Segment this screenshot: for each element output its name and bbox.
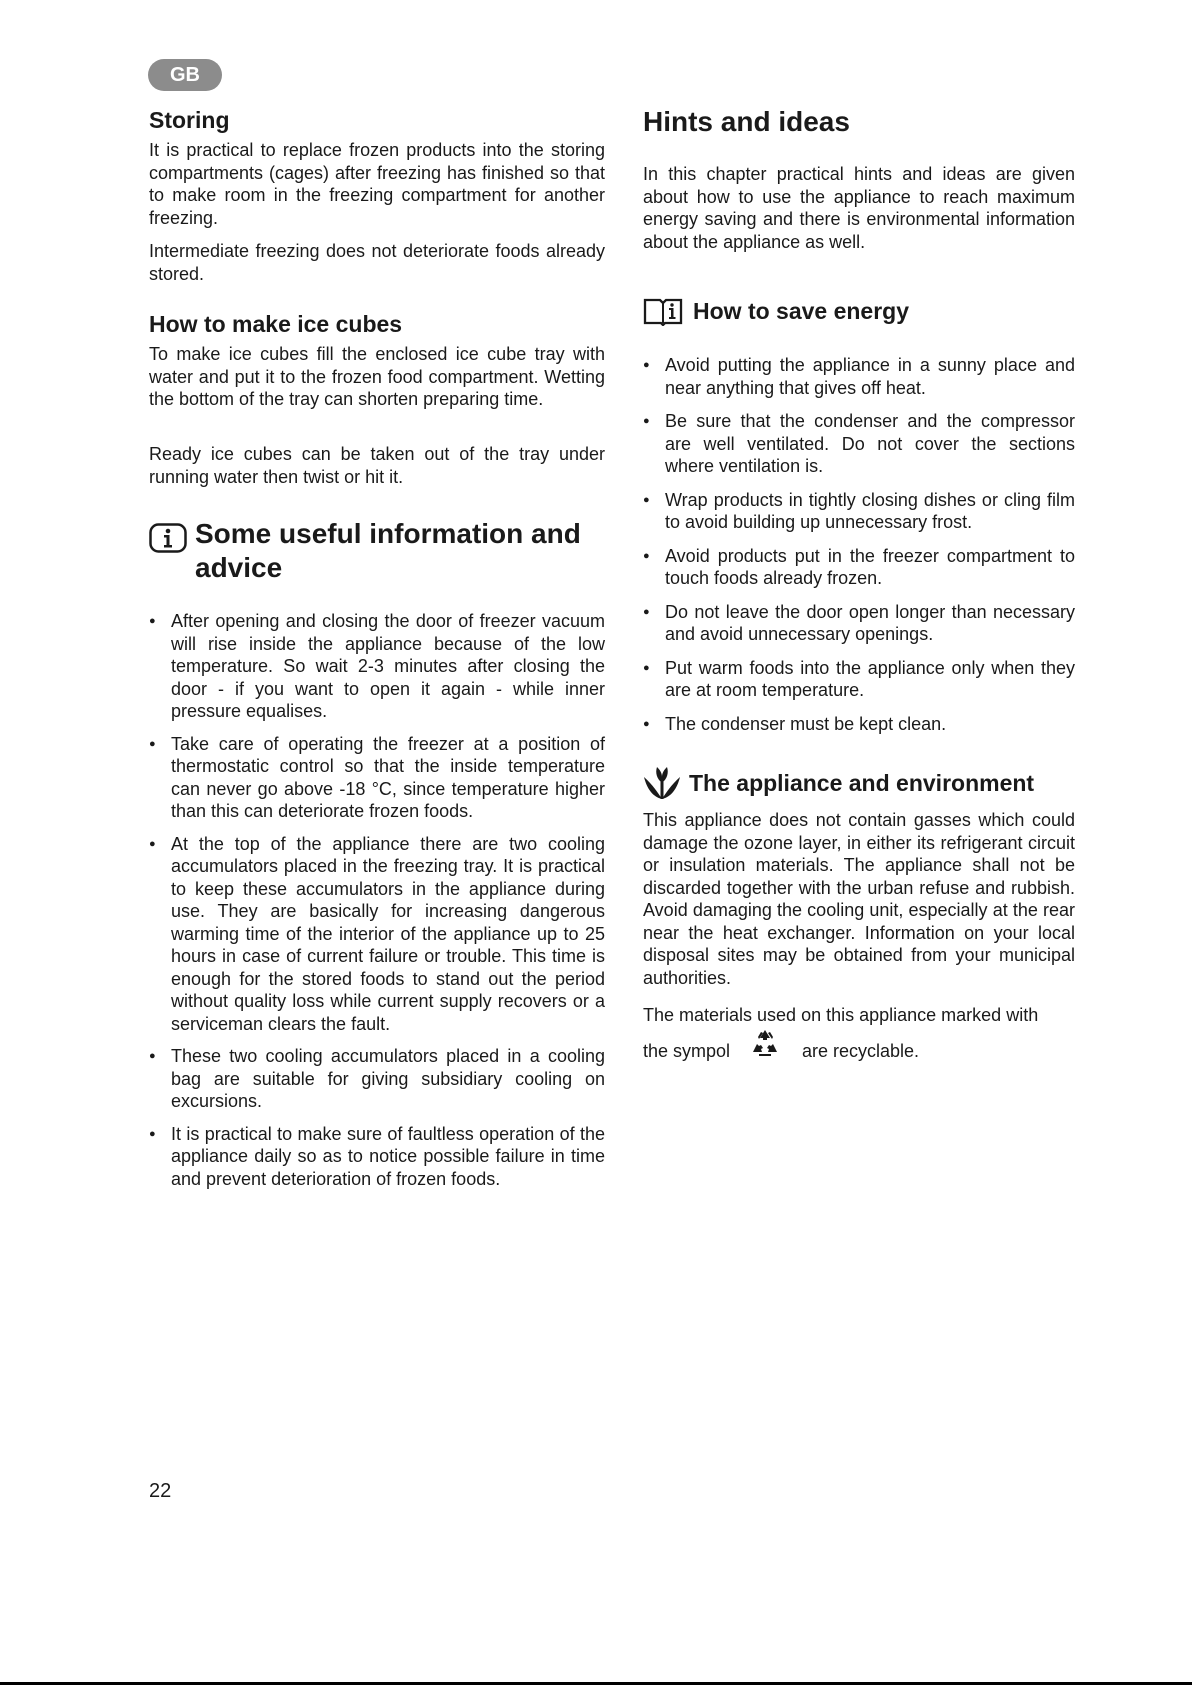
- environment-paragraph-1: This appliance does not contain gasses which could damage the ozone layer, in either its refrigerant circuit or insulation materials. The appliance shall not be discarded together with the urban refuse and rubbish. Avoid damaging the cooling unit, especially at the rear near the heat exchanger. Information on your local disposal sites may be obtained from your municipal authorities.: [643, 810, 1075, 988]
- list-item: ● Be sure that the condenser and the compressor are well ventilated. Do not cover the sections where ventilation is.: [643, 410, 1075, 478]
- environment-paragraph-2b: [643, 1028, 1075, 1064]
- list-item: ● Wrap products in tightly closing dishes or cling film to avoid building up unnecessary frost.: [643, 489, 1075, 534]
- info-icon: [149, 523, 187, 553]
- list-item: ● The condenser must be kept clean.: [643, 713, 1075, 736]
- list-item: ● It is practical to make sure of faultless operation of the appliance daily so as to notice possible failure in time and prevent deterioration of frozen foods.: [149, 1123, 605, 1191]
- hints-heading: Hints and ideas: [643, 106, 850, 137]
- storing-heading: Storing: [149, 107, 230, 133]
- list-item: ● After opening and closing the door of freezer vacuum will rise inside the appliance because of the low temperature. So wait 2-3 minutes after closing the door - if you want to open it again - while inner pressure equalises.: [149, 610, 605, 723]
- environment-header: [643, 765, 1075, 801]
- energy-list: [643, 354, 1075, 735]
- useful-info-header: [149, 517, 605, 585]
- language-badge: GB: [148, 59, 222, 91]
- list-item: ● These two cooling accumulators placed in a cooling bag are suitable for giving subsidiary cooling on excursions.: [149, 1045, 605, 1113]
- recycle-icon: [749, 1028, 781, 1060]
- useful-info-list: [149, 610, 605, 1190]
- ice-cubes-paragraph-2: Ready ice cubes can be taken out of the tray under running water then twist or hit it.: [149, 444, 605, 487]
- hints-paragraph: In this chapter practical hints and ideas are given about how to use the appliance to reach maximum energy saving and there is environmental information about the appliance as well.: [643, 164, 1075, 252]
- plant-icon: [643, 765, 681, 801]
- list-item: ● Take care of operating the freezer at a position of thermostatic control so that the inside temperature can never go above -18 °C, since temperature higher than this can deteriorate frozen foods.: [149, 733, 605, 823]
- storing-paragraph-2: Intermediate freezing does not deteriorate foods already stored.: [149, 241, 605, 284]
- environment-paragraph-2a: The materials used on this appliance marked with: [643, 1005, 1039, 1025]
- energy-header: [643, 296, 1075, 326]
- page-number: 22: [149, 1480, 172, 1502]
- symbol-text: the sympol: [643, 1041, 731, 1061]
- list-item: ● Put warm foods into the appliance only when they are at room temperature.: [643, 657, 1075, 702]
- storing-paragraph-1: It is practical to replace frozen products into the storing compartments (cages) after freezing has finished so that to make room in the freezing compartment for another freezing.: [149, 140, 605, 228]
- useful-info-heading: Some useful information and advice: [195, 518, 581, 583]
- ice-cubes-paragraph-1: To make ice cubes fill the enclosed ice cube tray with water and put it to the frozen food compartment. Wetting the bottom of the tray can shorten preparing time.: [149, 344, 605, 409]
- list-item: ● Avoid putting the appliance in a sunny place and near anything that gives off heat.: [643, 354, 1075, 399]
- list-item: ● Do not leave the door open longer than necessary and avoid unnecessary openings.: [643, 601, 1075, 646]
- energy-heading: How to save energy: [693, 298, 910, 324]
- environment-heading: The appliance and environment: [689, 770, 1035, 796]
- ice-cubes-heading: How to make ice cubes: [149, 311, 403, 337]
- book-icon: [643, 296, 683, 326]
- list-item: ● Avoid products put in the freezer compartment to touch foods already frozen.: [643, 545, 1075, 590]
- recyclable-text: are recyclable.: [802, 1041, 920, 1061]
- list-item: ● At the top of the appliance there are two cooling accumulators placed in the freezing tray. It is practical to keep these accumulators in the appliance during use. They are basically for increasing dangerous warming time of the interior of the appliance up to 25 hours in case of current failure or trouble. This time is enough for the stored foods to stand out the period without quality loss while current supply recovers or a serviceman clears the fault.: [149, 833, 605, 1036]
